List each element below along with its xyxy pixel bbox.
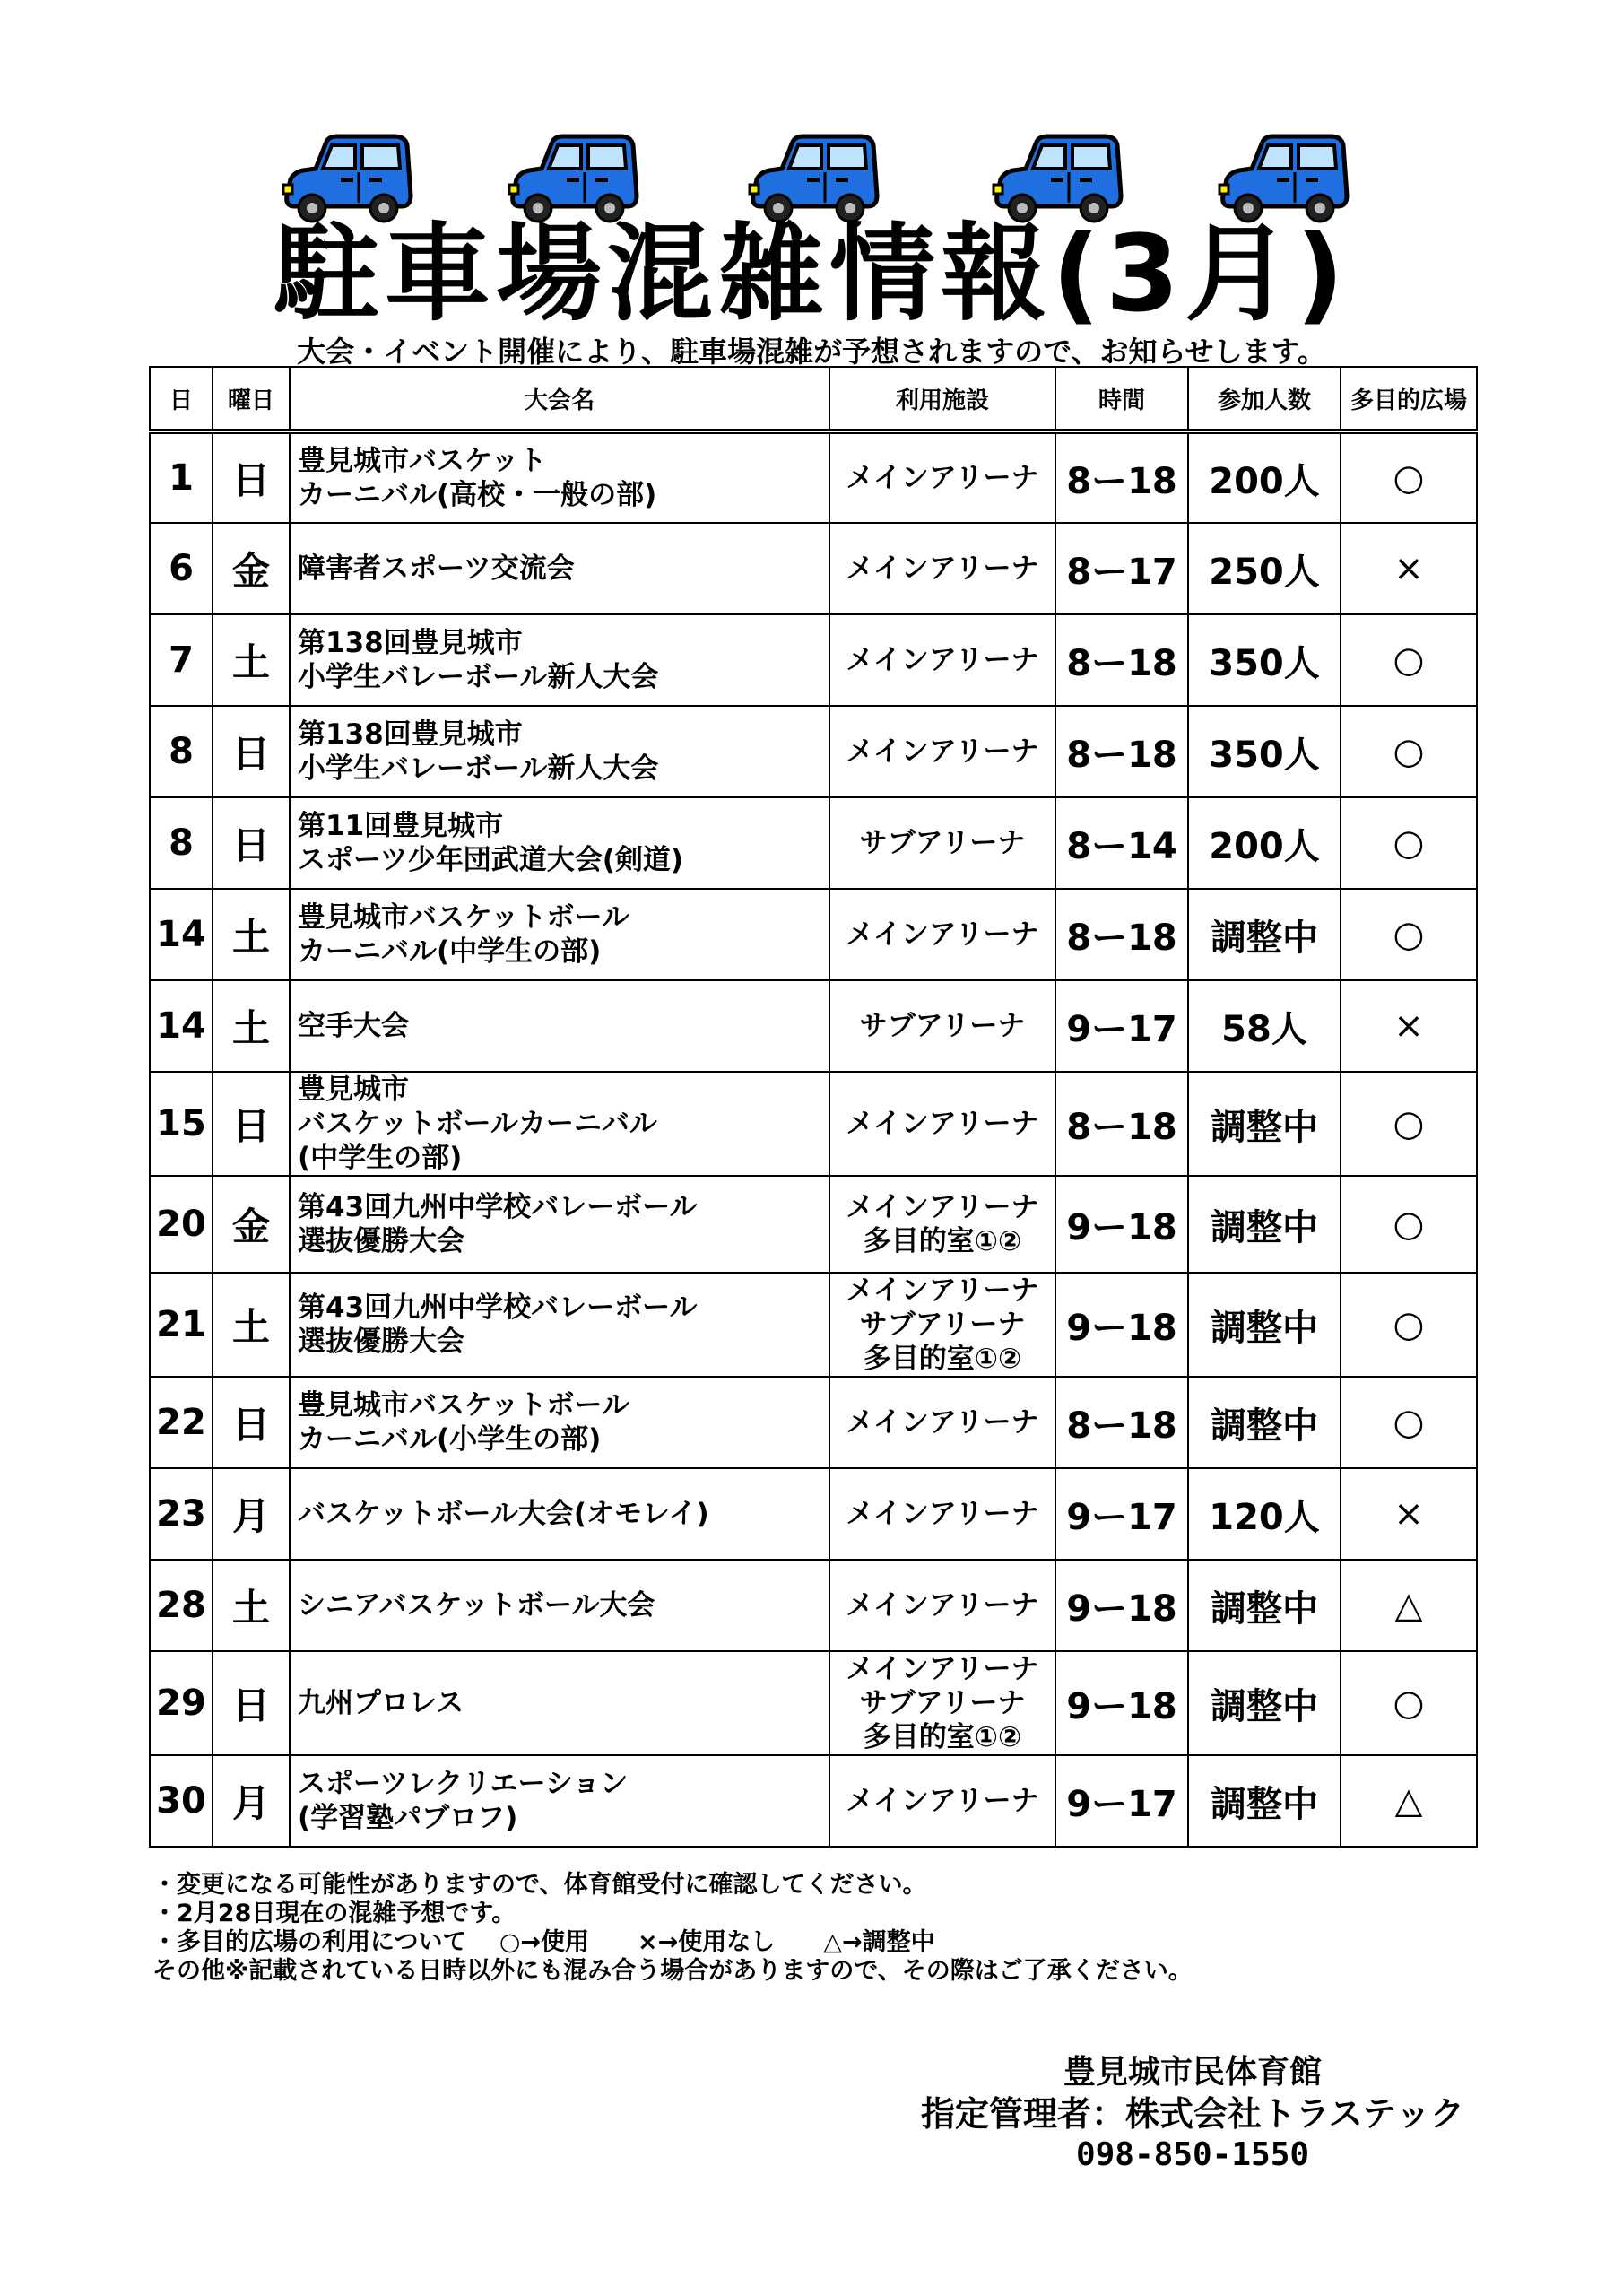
cell-weekday: 月 [213,1468,290,1560]
cell-time: 8ー18 [1055,889,1188,980]
cell-multipurpose-plaza: × [1341,523,1477,614]
cell-time: 9ー17 [1055,980,1188,1072]
phone-number: 098-850-1550 [1075,2136,1310,2173]
cell-facility: メインアリーナ [829,889,1055,980]
footer [879,2052,1506,2176]
cell-participants: 350人 [1188,706,1341,797]
table-row [150,889,1477,980]
cell-weekday: 土 [213,614,290,706]
cell-day: 15 [150,1072,213,1176]
cell-facility: メインアリーナ [829,1755,1055,1847]
cell-multipurpose-plaza: ○ [1341,1273,1477,1377]
cell-facility: メインアリーナ サブアリーナ 多目的室①② [829,1651,1055,1755]
cell-time: 9ー18 [1055,1560,1188,1651]
cell-day: 23 [150,1468,213,1560]
cell-event-name: 豊見城市バスケットボール カーニバル(小学生の部) [290,1377,829,1468]
cell-multipurpose-plaza: △ [1341,1755,1477,1847]
header-time: 時間 [1055,367,1188,430]
table-row [150,980,1477,1072]
cell-time: 8ー18 [1055,1377,1188,1468]
cell-time: 8ー18 [1055,1072,1188,1176]
table-row [150,1755,1477,1847]
cell-participants: 調整中 [1188,1651,1341,1755]
cell-event-name: 第11回豊見城市 スポーツ少年団武道大会(剣道) [290,797,829,889]
cell-participants: 200人 [1188,797,1341,889]
note-line: ・多目的広場の利用について ○→使用 ×→使用なし △→調整中 [152,1928,935,1956]
table-row [150,1377,1477,1468]
cell-weekday: 土 [213,889,290,980]
cell-day: 22 [150,1377,213,1468]
table-row [150,523,1477,614]
cell-day: 30 [150,1755,213,1847]
cell-event-name: 第138回豊見城市 小学生バレーボール新人大会 [290,706,829,797]
cell-day: 29 [150,1651,213,1755]
cell-facility: サブアリーナ [829,797,1055,889]
cell-weekday: 土 [213,980,290,1072]
cell-time: 9ー17 [1055,1755,1188,1847]
cell-time: 9ー18 [1055,1176,1188,1273]
header-multipurpose-plaza: 多目的広場 [1341,367,1477,430]
cell-weekday: 土 [213,1560,290,1651]
table-row [150,1560,1477,1651]
cell-event-name: スポーツレクリエーション (学習塾パブロフ) [290,1755,829,1847]
cell-participants: 調整中 [1188,1176,1341,1273]
table-row [150,706,1477,797]
cell-event-name: 豊見城市バスケットボール カーニバル(中学生の部) [290,889,829,980]
organization-name: 豊見城市民体育館 [1063,2054,1322,2091]
cell-facility: メインアリーナ [829,1072,1055,1176]
cell-event-name: シニアバスケットボール大会 [290,1560,829,1651]
table-row [150,1468,1477,1560]
cell-weekday: 土 [213,1273,290,1377]
cell-facility: メインアリーナ [829,433,1055,523]
cell-day: 14 [150,889,213,980]
cell-multipurpose-plaza: ○ [1341,614,1477,706]
cell-weekday: 金 [213,523,290,614]
cell-multipurpose-plaza: ○ [1341,1377,1477,1468]
cell-facility: メインアリーナ [829,706,1055,797]
table-row [150,1273,1477,1377]
header-weekday: 曜日 [213,367,290,430]
cell-participants: 58人 [1188,980,1341,1072]
table-header [149,366,1478,430]
header-event-name: 大会名 [290,367,829,430]
cell-facility: メインアリーナ サブアリーナ 多目的室①② [829,1273,1055,1377]
header-facility: 利用施設 [829,367,1055,430]
cell-participants: 調整中 [1188,1755,1341,1847]
cell-time: 8ー18 [1055,614,1188,706]
cell-time: 9ー18 [1055,1273,1188,1377]
designated-manager: 指定管理者：株式会社トラステック [920,2094,1465,2134]
cell-weekday: 日 [213,1072,290,1176]
cell-day: 7 [150,614,213,706]
cell-weekday: 金 [213,1176,290,1273]
cell-day: 6 [150,523,213,614]
notes [152,1871,1497,1986]
cell-day: 20 [150,1176,213,1273]
note-line: ・2月28日現在の混雑予想です。 [152,1900,516,1927]
cell-event-name: 豊見城市 バスケットボールカーニバル (中学生の部) [290,1072,829,1176]
cell-facility: メインアリーナ [829,614,1055,706]
cell-multipurpose-plaza: ○ [1341,433,1477,523]
cell-facility: メインアリーナ [829,1468,1055,1560]
cell-time: 8ー18 [1055,706,1188,797]
cell-multipurpose-plaza: △ [1341,1560,1477,1651]
cell-weekday: 日 [213,1651,290,1755]
cell-multipurpose-plaza: ○ [1341,889,1477,980]
cell-event-name: バスケットボール大会(オモレイ) [290,1468,829,1560]
cell-day: 21 [150,1273,213,1377]
cell-weekday: 日 [213,1377,290,1468]
table-row [150,797,1477,889]
cell-multipurpose-plaza: × [1341,980,1477,1072]
cell-participants: 調整中 [1188,1377,1341,1468]
cell-day: 28 [150,1560,213,1651]
table-row [150,1176,1477,1273]
cell-time: 9ー18 [1055,1651,1188,1755]
cell-day: 8 [150,706,213,797]
cell-time: 8ー14 [1055,797,1188,889]
table-row [150,1651,1477,1755]
cell-multipurpose-plaza: ○ [1341,706,1477,797]
cell-participants: 120人 [1188,1468,1341,1560]
cell-participants: 調整中 [1188,1560,1341,1651]
header-day: 日 [150,367,213,430]
cell-time: 9ー17 [1055,1468,1188,1560]
cell-multipurpose-plaza: ○ [1341,1176,1477,1273]
table-row [150,614,1477,706]
cell-event-name: 空手大会 [290,980,829,1072]
schedule-table [149,432,1478,1848]
cell-weekday: 月 [213,1755,290,1847]
cell-event-name: 九州プロレス [290,1651,829,1755]
cell-day: 14 [150,980,213,1072]
cell-event-name: 第43回九州中学校バレーボール 選抜優勝大会 [290,1176,829,1273]
cell-multipurpose-plaza: ○ [1341,1651,1477,1755]
cell-event-name: 第138回豊見城市 小学生バレーボール新人大会 [290,614,829,706]
cell-multipurpose-plaza: × [1341,1468,1477,1560]
cell-event-name: 第43回九州中学校バレーボール 選抜優勝大会 [290,1273,829,1377]
cell-day: 8 [150,797,213,889]
cell-participants: 350人 [1188,614,1341,706]
cell-weekday: 日 [213,706,290,797]
cell-participants: 200人 [1188,433,1341,523]
cell-multipurpose-plaza: ○ [1341,797,1477,889]
cell-participants: 調整中 [1188,889,1341,980]
note-line: その他※記載されている日時以外にも混み合う場合がありますので、その際はご了承ください。 [152,1957,1193,1985]
header-participants: 参加人数 [1188,367,1341,430]
cell-time: 8ー17 [1055,523,1188,614]
cell-event-name: 障害者スポーツ交流会 [290,523,829,614]
note-line: ・変更になる可能性がありますので、体育館受付に確認してください。 [152,1871,927,1899]
page-title: 駐車場混雑情報(3月) [273,212,1350,335]
cell-participants: 調整中 [1188,1273,1341,1377]
cell-facility: メインアリーナ [829,1560,1055,1651]
cell-facility: メインアリーナ [829,1377,1055,1468]
cell-facility: メインアリーナ [829,523,1055,614]
cell-facility: メインアリーナ 多目的室①② [829,1176,1055,1273]
cell-weekday: 日 [213,797,290,889]
page-subtitle: 大会・イベント開催により、駐車場混雑が予想されますので、お知らせします。 [297,335,1326,369]
cell-event-name: 豊見城市バスケット カーニバル(高校・一般の部) [290,433,829,523]
cell-multipurpose-plaza: ○ [1341,1072,1477,1176]
cell-weekday: 日 [213,433,290,523]
cell-participants: 250人 [1188,523,1341,614]
cell-day: 1 [150,433,213,523]
cell-facility: サブアリーナ [829,980,1055,1072]
cell-time: 8ー18 [1055,433,1188,523]
table-row [150,1072,1477,1176]
cell-participants: 調整中 [1188,1072,1341,1176]
table-row [150,433,1477,523]
